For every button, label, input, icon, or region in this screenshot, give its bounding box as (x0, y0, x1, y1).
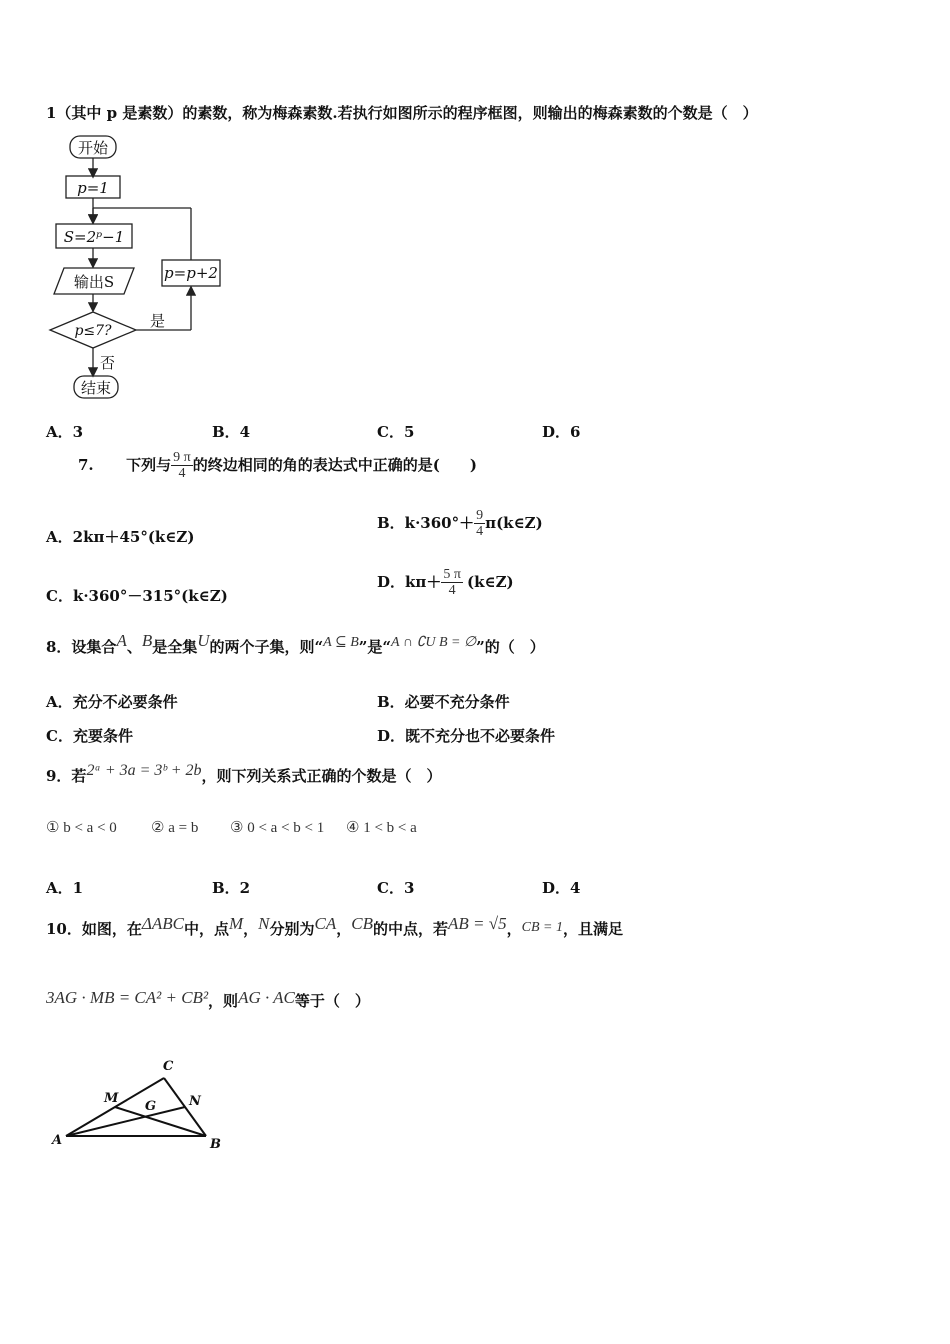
q7-option-a: A．2kπ＋45°(k∈Z) (46, 528, 195, 546)
q9-equation: 2ᵃ + 3a = 3ᵇ + 2b (86, 762, 202, 779)
flowchart-diagram (48, 132, 238, 404)
q6-option-a: A．3 (46, 423, 84, 441)
q6-stem: 1（其中 p 是素数）的素数，称为梅森素数.若执行如图所示的程序框图，则输出的梅森素数的个数是（ ） (46, 104, 758, 122)
q9-choice-1: ① b < a < 0 (46, 820, 117, 836)
flowchart-init-label: p=1 (77, 179, 109, 197)
q7-stem-suffix: 的终边相同的角的表达式中正确的是( ) (192, 455, 477, 474)
q8-option-a: A．充分不必要条件 (46, 693, 178, 711)
point-m-label: M (104, 1091, 119, 1106)
flowchart-update-label: p=p+2 (164, 264, 218, 282)
q7-stem (78, 450, 477, 482)
q7-stem-prefix: 下列与 (126, 455, 172, 474)
q8-stem: 8．设集合A、B是全集U的两个子集，则“A ⊆ B”是“A ∩ ∁U B = ∅”的（ ） (46, 631, 545, 656)
q9-option-d: D．4 (542, 879, 581, 897)
vertex-c-label: C (163, 1059, 174, 1074)
q9-option-c: C．3 (377, 879, 415, 897)
flowchart-compute-label: S=2ᵖ−1 (63, 228, 125, 246)
point-g-label: G (145, 1099, 157, 1114)
flowchart-output-label: 输出S (73, 273, 115, 291)
q6-option-d: D．6 (542, 423, 581, 441)
point-n-label: N (189, 1094, 201, 1109)
q9-choice-2: ② a = b (151, 820, 199, 836)
q10-stem: 10．如图，在ΔABC中，点M，N分别为CA，CB的中点，若AB = √5，CB = 1，且满足 (46, 914, 623, 938)
q9-choice-4: ④ 1 < b < a (346, 820, 417, 836)
q8-option-c: C．充要条件 (46, 727, 133, 745)
q7-option-b: B．k·360°＋ $\frac{9}{4}$ π(k∈Z) (377, 508, 543, 540)
q6-option-c: C．5 (377, 423, 415, 441)
q10-condition-line: 3AG · MB = CA² + CB²，则AG · AC等于（ ） (46, 988, 370, 1010)
q9-option-b: B．2 (212, 879, 251, 897)
q7-option-d: D．kπ＋ $\frac{5 \pi}{4}$ (k∈Z) (377, 567, 514, 599)
flowchart-condition-label: p≤7? (74, 323, 112, 339)
q6-option-b: B．4 (212, 423, 251, 441)
q9-choice-3: ③ 0 < a < b < 1 (230, 820, 325, 836)
q9-stem: 9．若2ᵃ + 3a = 3ᵇ + 2b，则下列关系式正确的个数是（ ） (46, 762, 442, 785)
vertex-b-label: B (210, 1137, 221, 1152)
q9-option-a: A．1 (46, 879, 84, 897)
q8-option-d: D．既不充分也不必要条件 (377, 727, 556, 745)
vertex-a-label: A (52, 1133, 63, 1148)
flowchart-start-label: 开始 (77, 139, 109, 157)
q7-number: 7. (78, 455, 94, 474)
q7-option-c: C．k·360°－315°(k∈Z) (46, 587, 228, 605)
flowchart-no-label: 否 (100, 354, 116, 372)
q8-option-b: B．必要不充分条件 (377, 693, 510, 711)
triangle-figure (44, 1052, 234, 1156)
flowchart-yes-label: 是 (150, 312, 166, 330)
flowchart-end-label: 结束 (80, 379, 112, 397)
q7-fraction: $\frac{9 \pi}{4}$ (173, 450, 191, 482)
